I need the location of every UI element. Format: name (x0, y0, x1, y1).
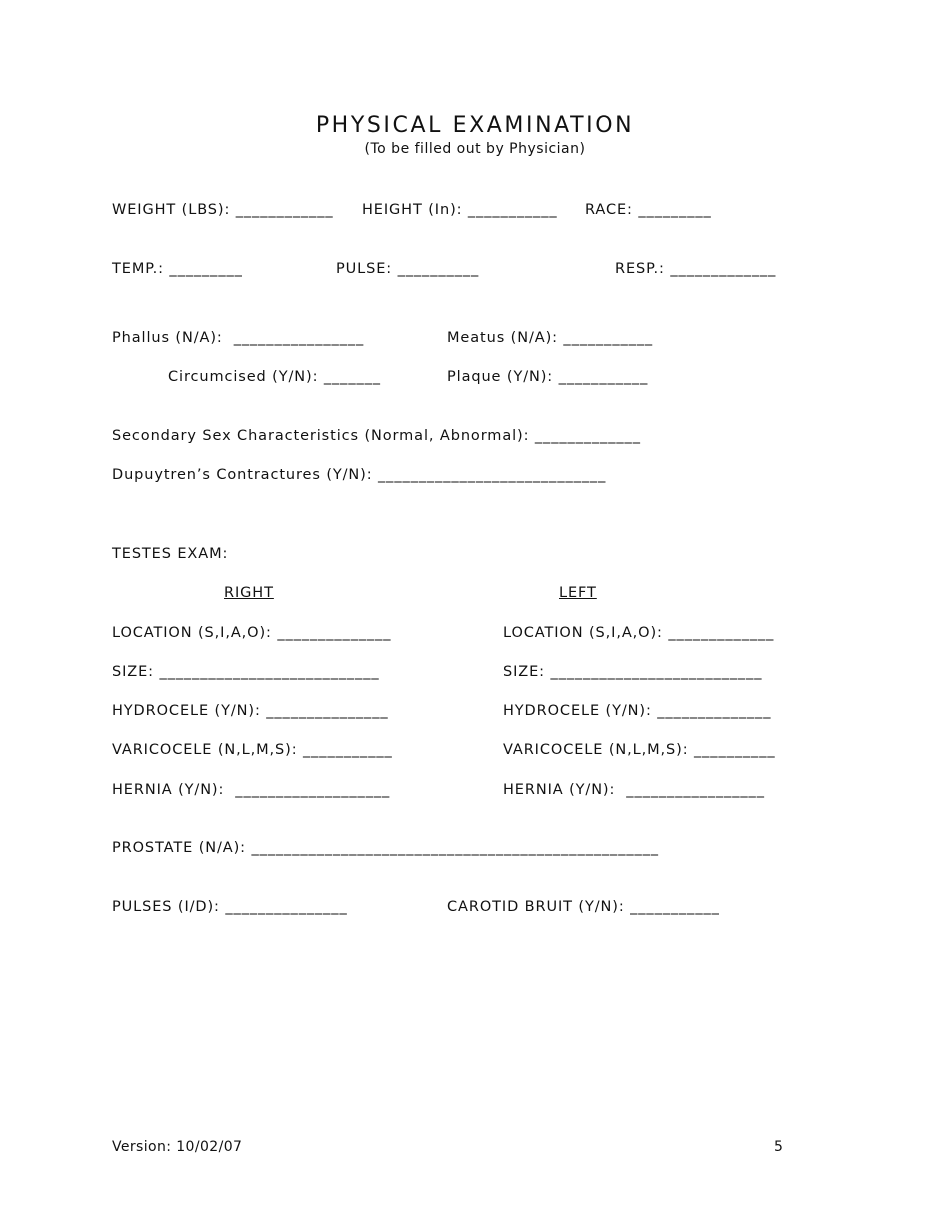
race-field[interactable]: RACE: _________ (585, 202, 712, 218)
right-hernia-field[interactable]: HERNIA (Y/N): ___________________ (112, 782, 391, 798)
page-subtitle: (To be filled out by Physician) (364, 141, 586, 157)
right-hydrocele-field[interactable]: HYDROCELE (Y/N): _______________ (112, 703, 389, 719)
phallus-field[interactable]: Phallus (N/A): ________________ (112, 330, 365, 346)
pulse-field[interactable]: PULSE: __________ (336, 261, 480, 277)
carotid-bruit-field[interactable]: CAROTID BRUIT (Y/N): ___________ (447, 899, 720, 915)
right-size-field[interactable]: SIZE: ___________________________ (112, 664, 380, 680)
dupuytren-field[interactable]: Dupuytren’s Contractures (Y/N): ____________________________ (112, 467, 607, 483)
prostate-field[interactable]: PROSTATE (N/A): __________________________________________________ (112, 840, 659, 856)
left-varicocele-field[interactable]: VARICOCELE (N,L,M,S): __________ (503, 742, 776, 758)
resp-field[interactable]: RESP.: _____________ (615, 261, 777, 277)
page-title: PHYSICAL EXAMINATION (315, 113, 635, 138)
temp-field[interactable]: TEMP.: _________ (112, 261, 243, 277)
right-location-field[interactable]: LOCATION (S,I,A,O): ______________ (112, 625, 392, 641)
left-size-field[interactable]: SIZE: __________________________ (503, 664, 763, 680)
left-hydrocele-field[interactable]: HYDROCELE (Y/N): ______________ (503, 703, 772, 719)
version-label: Version: 10/02/07 (112, 1139, 243, 1155)
left-location-field[interactable]: LOCATION (S,I,A,O): _____________ (503, 625, 775, 641)
plaque-field[interactable]: Plaque (Y/N): ___________ (447, 369, 649, 385)
circumcised-field[interactable]: Circumcised (Y/N): _______ (168, 369, 381, 385)
height-field[interactable]: HEIGHT (In): ___________ (362, 202, 558, 218)
meatus-field[interactable]: Meatus (N/A): ___________ (447, 330, 654, 346)
pulses-field[interactable]: PULSES (I/D): _______________ (112, 899, 348, 915)
left-column-heading: LEFT (559, 585, 597, 601)
right-varicocele-field[interactable]: VARICOCELE (N,L,M,S): ___________ (112, 742, 393, 758)
weight-field[interactable]: WEIGHT (LBS): ____________ (112, 202, 334, 218)
left-hernia-field[interactable]: HERNIA (Y/N): _________________ (503, 782, 765, 798)
testes-exam-heading: TESTES EXAM: (112, 546, 229, 562)
right-column-heading: RIGHT (224, 585, 274, 601)
secondary-sex-field[interactable]: Secondary Sex Characteristics (Normal, Abnormal): _____________ (112, 428, 641, 444)
page-number: 5 (774, 1139, 784, 1155)
